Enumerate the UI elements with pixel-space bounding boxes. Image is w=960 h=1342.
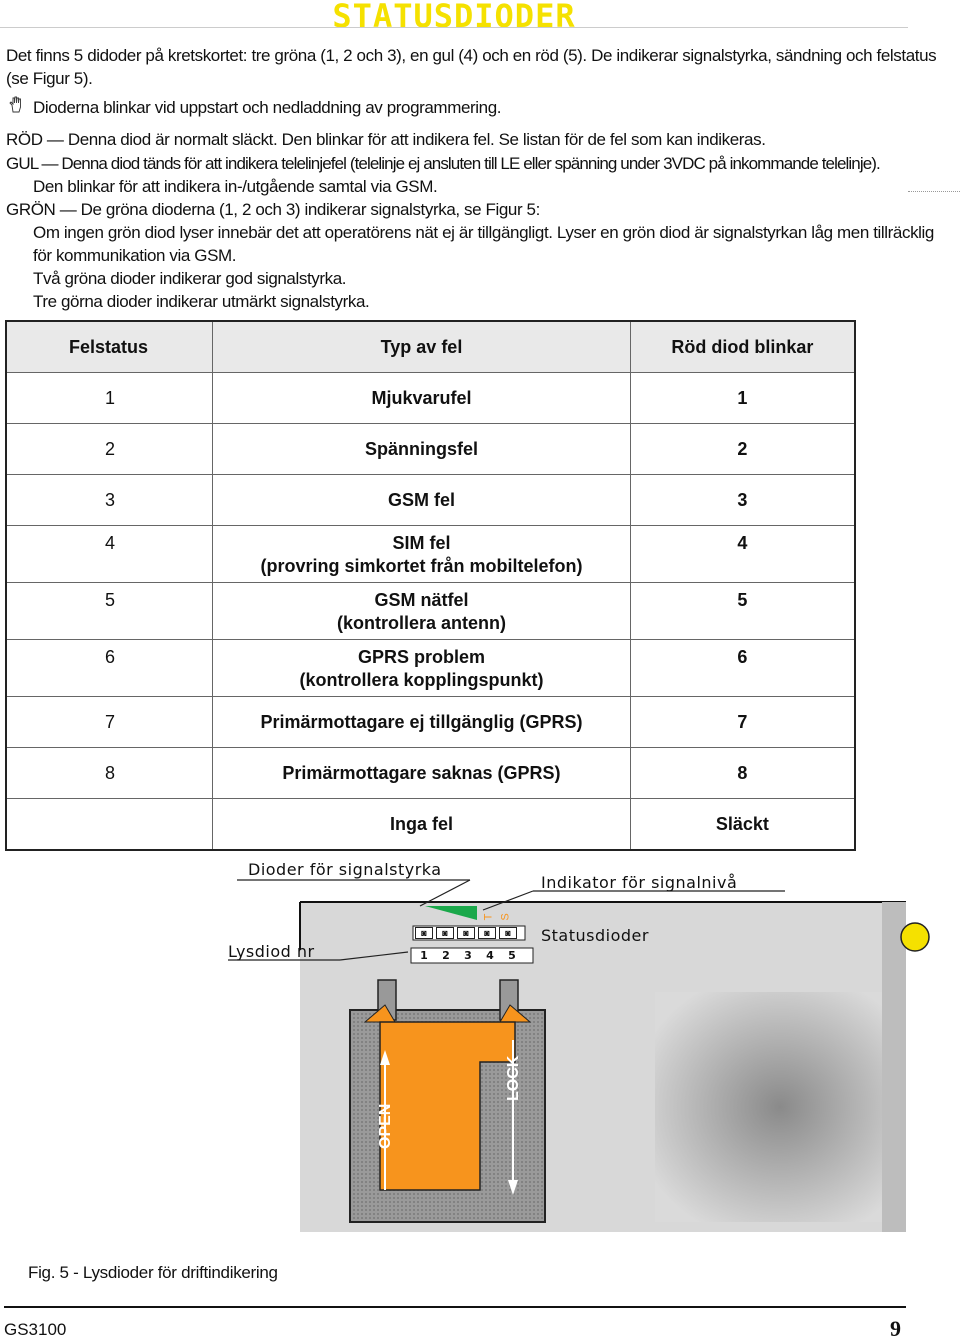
cell-blink: 3: [630, 475, 855, 526]
footer-model: GS3100: [4, 1320, 67, 1339]
footer-rule: [4, 1306, 906, 1308]
cell-blink: 6: [630, 640, 855, 697]
figure-5: [0, 840, 960, 1240]
led-2: ◙: [436, 927, 454, 939]
cell-status: 2: [6, 424, 213, 475]
cell-type-main: GPRS problem: [357, 647, 485, 667]
cell-type: Primärmottagare saknas (GPRS): [213, 748, 631, 799]
cell-status: 5: [6, 583, 213, 640]
margin-rule: [908, 191, 960, 192]
label-led-number: Lysdiod nr: [228, 942, 315, 961]
table-row: [6, 748, 855, 799]
led-letter-label: T: [482, 913, 495, 921]
led-number-label: 4: [486, 949, 494, 962]
table-row: [6, 583, 855, 640]
figure-caption: Fig. 5 - Lysdioder för driftindikering: [28, 1263, 278, 1282]
table-row: [6, 697, 855, 748]
cell-type: Inga fel: [213, 799, 631, 851]
cell-type: Primärmottagare ej tillgänglig (GPRS): [213, 697, 631, 748]
cell-blink: 2: [630, 424, 855, 475]
cell-status: 8: [6, 748, 213, 799]
cell-type-note: (kontrollera antenn): [336, 613, 506, 633]
hand-pointer-icon: [8, 96, 26, 114]
circuit-board-diagram: [0, 840, 960, 1240]
cell-blink: Släckt: [630, 799, 855, 851]
led-number-label: 2: [442, 949, 450, 962]
yellow-diode-text-2: Den blinkar för att indikera in-/utgående samtal via GSM.: [33, 177, 438, 196]
cell-status: 7: [6, 697, 213, 748]
table-header-row: [6, 321, 855, 373]
yellow-diode-text-1: GUL — Denna diod tänds för att indikera telelinjefel (telelinje ej ansluten till LE eller spänning under 3VDC på inkommande telelinje).: [6, 154, 880, 173]
led-number-label: 3: [464, 949, 472, 962]
led-number-row: [413, 948, 533, 963]
cell-type: [213, 526, 631, 583]
module-area: [655, 992, 905, 1222]
intro-line-2: (se Figur 5).: [6, 69, 93, 88]
col-header-felstatus: Felstatus: [6, 321, 213, 373]
col-header-typ: Typ av fel: [213, 321, 631, 373]
title-rule: [0, 27, 908, 28]
label-status-diodes: Statusdioder: [541, 926, 649, 945]
cell-type-note: (kontrollera kopplingspunkt): [299, 670, 544, 690]
led-number-label: 5: [508, 949, 516, 962]
error-table: [5, 320, 856, 851]
cell-status: 4: [6, 526, 213, 583]
table-row: [6, 424, 855, 475]
green-diode-text-2: Om ingen grön diod lyser innebär det att operatörens nät ej är tillgängligt. Lyser en grön diod är signalstyrkan låg men tillräcklig: [33, 223, 934, 242]
cell-type-main: SIM fel: [392, 533, 451, 553]
cell-type-main: GSM nätfel: [374, 590, 469, 610]
label-signal-diodes: Dioder för signalstyrka: [248, 860, 442, 879]
cell-status: 6: [6, 640, 213, 697]
green-diode-text-3: för kommunikation via GSM.: [33, 246, 237, 265]
cell-blink: 4: [630, 526, 855, 583]
led-letter-row: [482, 910, 526, 924]
led-letter-label: S: [499, 913, 512, 921]
buzzer-icon: [901, 923, 929, 951]
cell-type: [213, 583, 631, 640]
cell-blink: 8: [630, 748, 855, 799]
cell-type-note: (provring simkortet från mobiltelefon): [260, 556, 583, 576]
cell-type: Spänningsfel: [213, 424, 631, 475]
intro-line-1: Det finns 5 didoder på kretskortet: tre gröna (1, 2 och 3), en gul (4) och en röd (5). De indikerar signalstyrka, sändning och felstatus: [6, 46, 937, 65]
page-title: STATUSDIODER: [332, 0, 576, 35]
cell-blink: 1: [630, 373, 855, 424]
cell-blink: 7: [630, 697, 855, 748]
green-diode-text-1: GRÖN — De gröna dioderna (1, 2 och 3) indikerar signalstyrka, se Figur 5:: [6, 200, 540, 219]
lock-label: LOCK: [505, 1055, 522, 1101]
label-signal-level: Indikator för signalnivå: [541, 873, 738, 892]
cell-status: 1: [6, 373, 213, 424]
red-diode-text: RÖD — Denna diod är normalt släckt. Den blinkar för att indikera fel. Se listan för de fel som kan indikeras.: [6, 130, 766, 149]
led-1: ◙: [415, 927, 433, 939]
cell-status: 3: [6, 475, 213, 526]
table-row: [6, 526, 855, 583]
open-label: OPEN: [377, 1103, 394, 1149]
green-diode-text-5: Tre görna dioder indikerar utmärkt signalstyrka.: [33, 292, 370, 311]
table-row: [6, 475, 855, 526]
led-5: ◙: [499, 927, 517, 939]
status-leds: [415, 927, 525, 940]
cell-blink: 5: [630, 583, 855, 640]
led-4: ◙: [478, 927, 496, 939]
table-row: [6, 640, 855, 697]
green-diode-text-4: Två gröna dioder indikerar god signalstyrka.: [33, 269, 347, 288]
cell-type: Mjukvarufel: [213, 373, 631, 424]
led-3: ◙: [457, 927, 475, 939]
blink-note: Dioderna blinkar vid uppstart och nedladdning av programmering.: [33, 98, 502, 117]
col-header-rod-diod: Röd diod blinkar: [630, 321, 855, 373]
table-row: [6, 373, 855, 424]
page-number: 9: [890, 1316, 901, 1341]
cell-type: [213, 640, 631, 697]
led-number-label: 1: [420, 949, 428, 962]
cell-type: GSM fel: [213, 475, 631, 526]
